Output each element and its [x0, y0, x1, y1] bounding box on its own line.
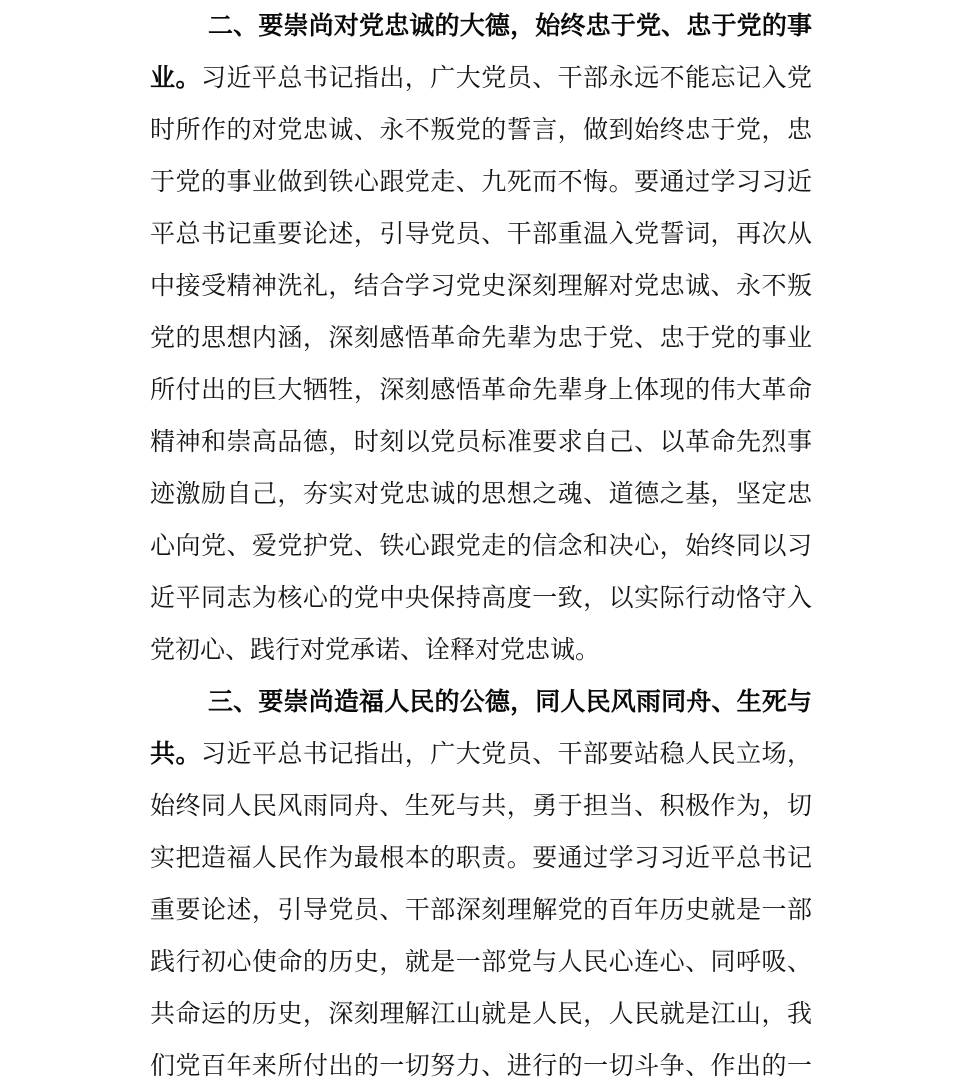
section2-line: 党的思想内涵，深刻感悟革命先辈为忠于党、忠于党的事业	[150, 323, 812, 352]
section3-heading: 三、要崇尚造福人民的公德，同人民风雨同舟、生死与	[208, 687, 812, 716]
section2-line: 近平同志为核心的党中央保持高度一致，以实际行动恪守入	[150, 583, 812, 612]
section2-line: 迹激励自己，夯实对党忠诚的思想之魂、道德之基，坚定忠	[150, 479, 812, 508]
section3-line: 们党百年来所付出的一切努力、进行的一切斗争、作出的一	[150, 1051, 812, 1080]
section2-line: 于党的事业做到铁心跟党走、九死而不悔。要通过学习习近	[150, 167, 812, 196]
section3-line: 践行初心使命的历史，就是一部党与人民心连心、同呼吸、	[150, 947, 812, 976]
section3-line-1	[150, 728, 812, 780]
section2-line: 中接受精神洗礼，结合学习党史深刻理解对党忠诚、永不叛	[150, 271, 812, 300]
section2-line: 所付出的巨大牺牲，深刻感悟革命先辈身上体现的伟大革命	[150, 375, 812, 404]
section3-heading-continuation: 共。	[150, 739, 201, 768]
section2-line-1	[150, 52, 812, 104]
section2-line: 心向党、爱党护党、铁心跟党走的信念和决心，始终同以习	[150, 531, 812, 560]
section2-heading: 二、要崇尚对党忠诚的大德，始终忠于党、忠于党的事	[208, 11, 812, 40]
section2-heading-continuation: 业。	[150, 63, 201, 92]
section2-line-1-text: 习近平总书记指出，广大党员、干部永远不能忘记入党	[200, 63, 812, 92]
section3-line: 重要论述，引导党员、干部深刻理解党的百年历史就是一部	[150, 895, 812, 924]
section3-line-1-text: 习近平总书记指出，广大党员、干部要站稳人民立场，	[200, 739, 812, 768]
section2-line: 精神和崇高品德，时刻以党员标准要求自己、以革命先烈事	[150, 427, 812, 456]
section3-line: 始终同人民风雨同舟、生死与共，勇于担当、积极作为，切	[150, 791, 812, 820]
section2-line: 时所作的对党忠诚、永不叛党的誓言，做到始终忠于党，忠	[150, 115, 812, 144]
section2-line: 平总书记重要论述，引导党员、干部重温入党誓词，再次从	[150, 219, 812, 248]
section3-line: 实把造福人民作为最根本的职责。要通过学习习近平总书记	[150, 843, 812, 872]
document-page	[150, 0, 812, 1085]
section2-line-last: 党初心、践行对党承诺、诠释对党忠诚。	[150, 635, 601, 664]
section3-line: 共命运的历史，深刻理解江山就是人民，人民就是江山，我	[150, 999, 812, 1028]
